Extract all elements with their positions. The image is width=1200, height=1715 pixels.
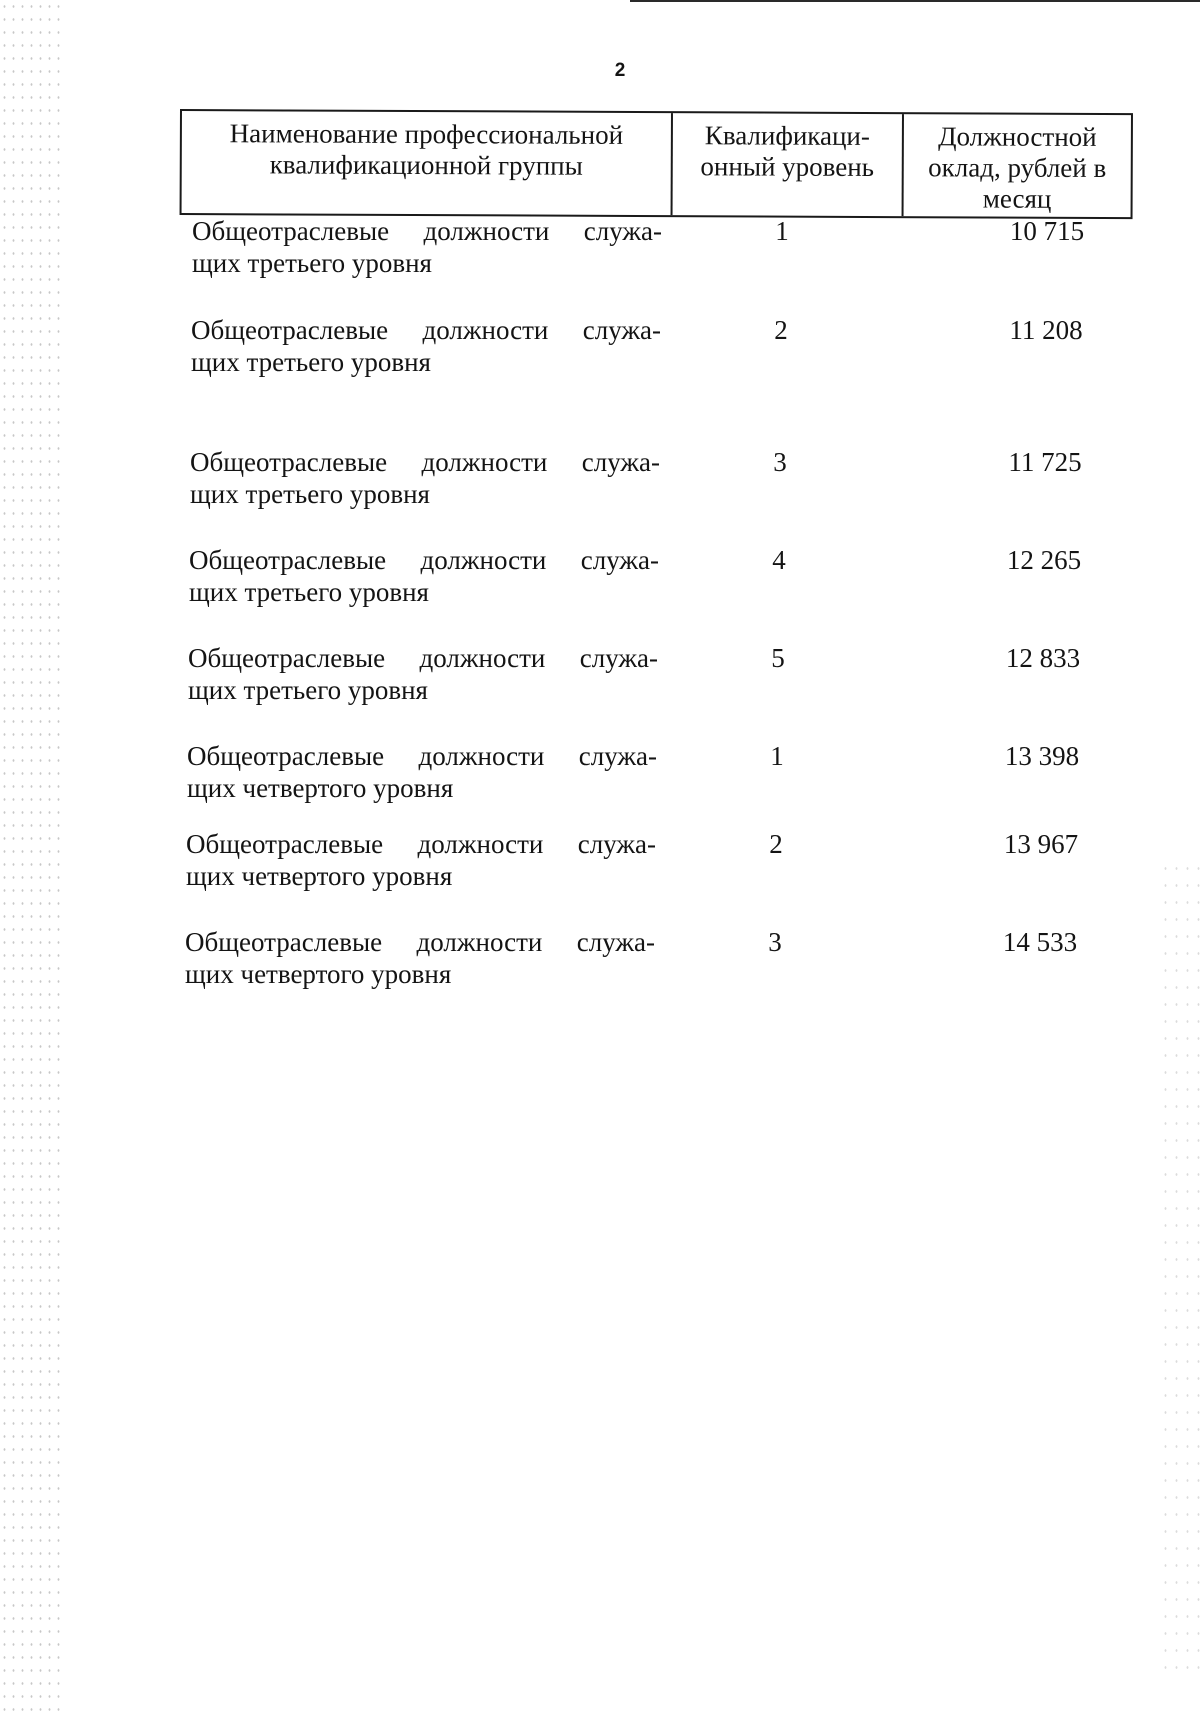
group-name-line: щих третьего уровня (190, 479, 430, 509)
group-name-line: Общеотраслевые должности служа- (185, 927, 655, 957)
table-row (185, 926, 1145, 996)
level-cell: 1 (770, 741, 784, 771)
group-name-line: щих третьего уровня (192, 248, 432, 278)
group-name-cell (190, 446, 660, 510)
level-cell: 2 (769, 829, 783, 859)
group-name-cell (186, 828, 656, 892)
level-cell: 5 (771, 643, 785, 673)
salary-cell: 11 208 (1009, 315, 1083, 345)
group-name-line: Общеотраслевые должности служа- (189, 545, 659, 575)
salary-cell: 10 715 (1009, 216, 1085, 246)
table-row (189, 544, 1149, 614)
group-name-line: Общеотраслевые должности служа- (190, 447, 660, 477)
header-level-line: онный уровень (700, 151, 875, 183)
level-cell: 1 (775, 216, 789, 246)
salary-cell: 14 533 (1002, 927, 1078, 957)
group-name-cell (192, 215, 662, 279)
group-name-line: Общеотраслевые должности служа- (192, 216, 662, 246)
level-cell: 3 (768, 927, 782, 957)
salary-cell: 11 725 (1008, 447, 1082, 477)
group-name-line: щих четвертого уровня (186, 861, 453, 891)
group-name-cell (185, 926, 655, 990)
group-name-line: Общеотраслевые должности служа- (187, 741, 657, 771)
group-name-line: щих третьего уровня (191, 347, 431, 377)
group-name-line: щих четвертого уровня (187, 773, 454, 803)
table-row (192, 215, 1152, 285)
group-name-line: Общеотраслевые должности служа- (186, 829, 656, 859)
table-row (191, 314, 1151, 384)
header-group-line: Наименование профессиональной (229, 118, 624, 150)
group-name-line: щих третьего уровня (188, 675, 428, 705)
header-salary-line: Должностной (938, 121, 1097, 152)
group-name-line: Общеотраслевые должности служа- (188, 643, 658, 673)
group-name-line: щих четвертого уровня (185, 959, 452, 989)
header-group-line: квалификационной группы (269, 149, 583, 181)
salary-cell: 12 833 (1005, 643, 1081, 673)
group-name-line: щих третьего уровня (189, 577, 429, 607)
header-salary-line: оклад, рублей в (928, 152, 1107, 184)
level-cell: 3 (773, 447, 787, 477)
group-name-cell (191, 314, 661, 378)
header-level-line: Квалификаци- (704, 120, 870, 152)
group-name-cell (189, 544, 659, 608)
group-name-cell (187, 740, 657, 804)
table-row (190, 446, 1150, 516)
group-name-cell (188, 642, 658, 706)
table-row (188, 642, 1148, 712)
table-row (186, 828, 1146, 898)
salary-cell: 12 265 (1006, 545, 1082, 575)
table-row (187, 740, 1147, 810)
salary-cell: 13 398 (1004, 741, 1080, 771)
level-cell: 2 (774, 315, 788, 345)
group-name-line: Общеотраслевые должности служа- (191, 315, 661, 345)
level-cell: 4 (772, 545, 786, 575)
salary-cell: 13 967 (1003, 829, 1079, 859)
header-salary-line: месяц (982, 183, 1052, 214)
page-number: 2 (614, 60, 626, 81)
